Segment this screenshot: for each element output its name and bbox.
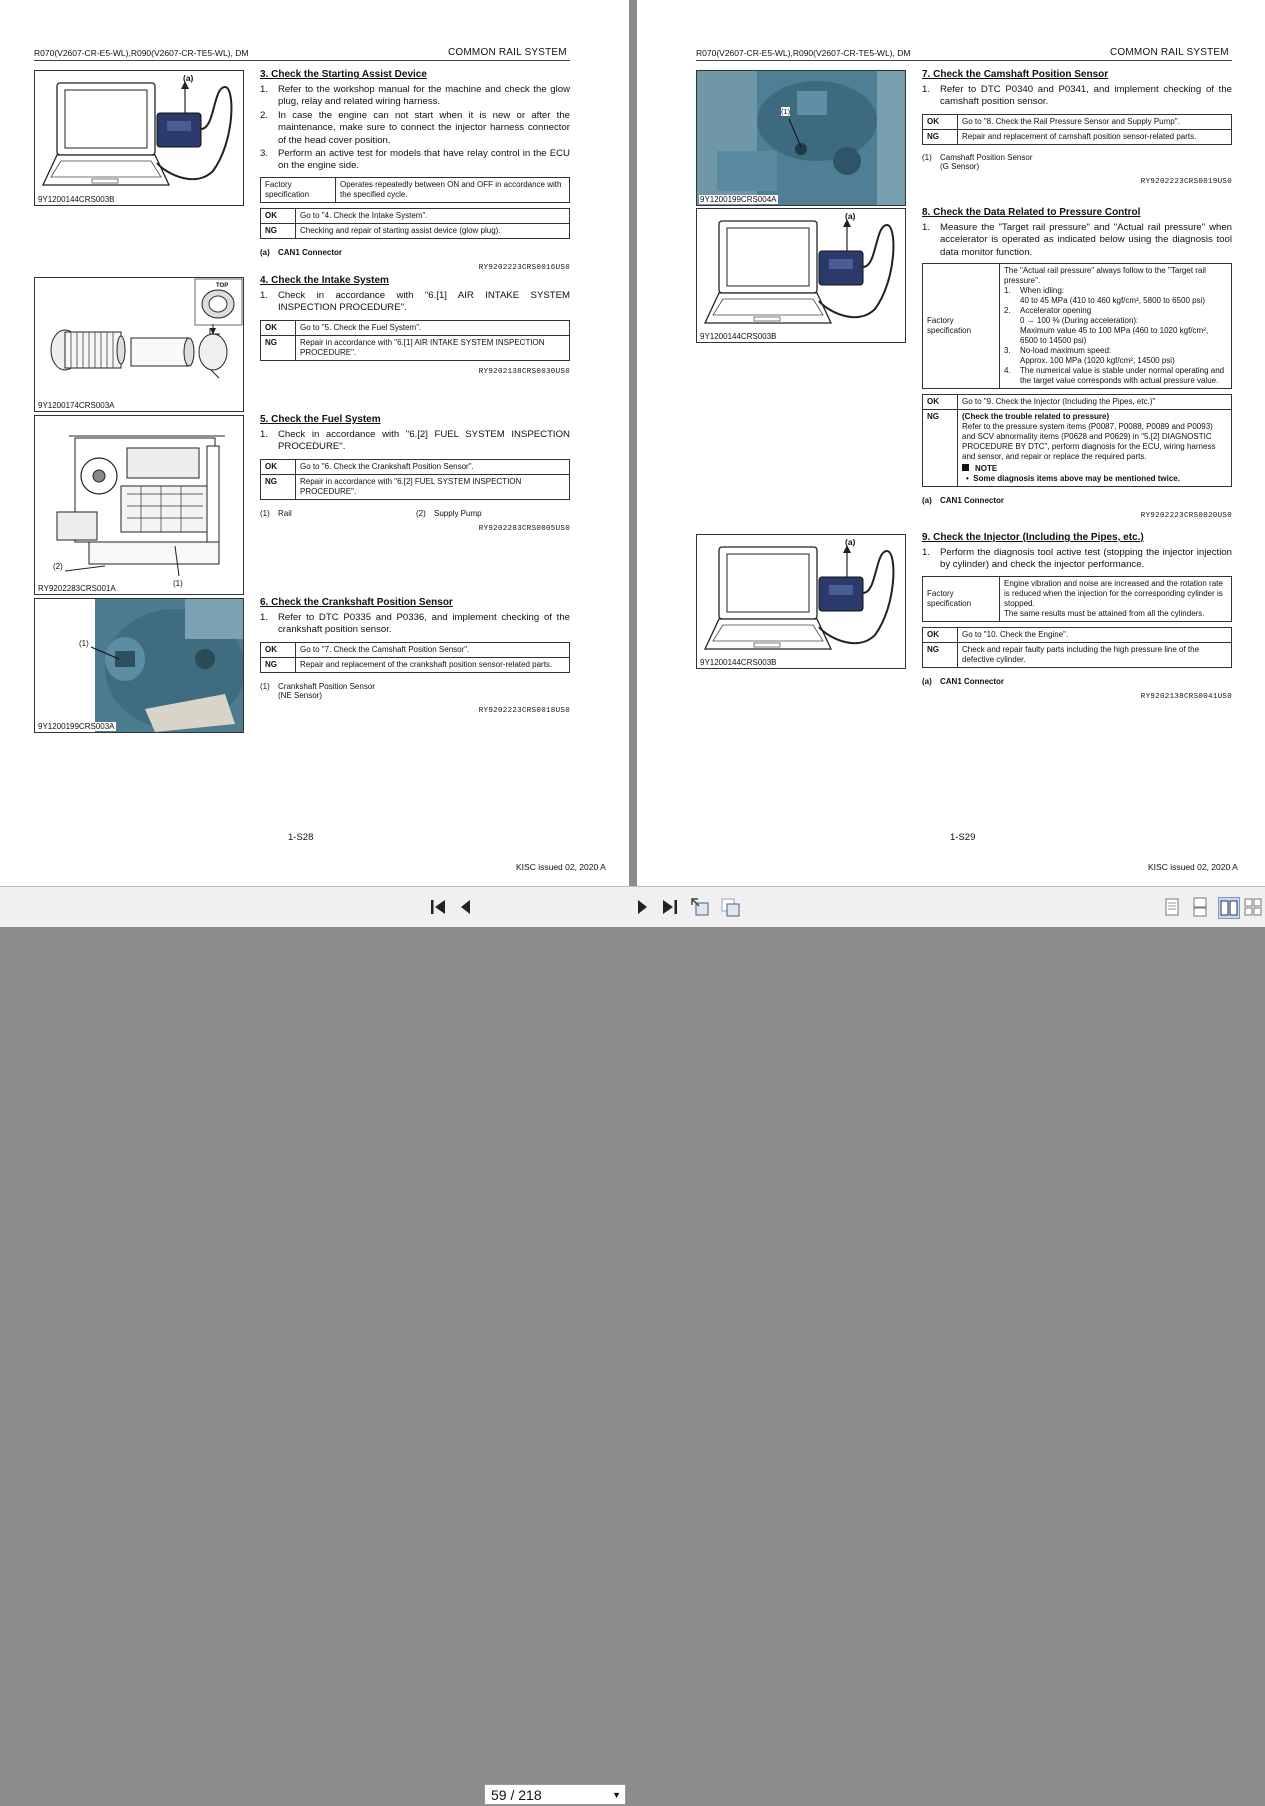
- figure-engine-fuel-system: [34, 415, 244, 595]
- step-text: Check in accordance with "6.[1] AIR INTAKE SYSTEM INSPECTION PROCEDURE".: [278, 290, 570, 314]
- step: [922, 222, 1232, 259]
- step-number: 1.: [260, 612, 269, 623]
- right-page: [637, 0, 1265, 886]
- note-number: (a): [922, 676, 932, 686]
- note-number: (1): [260, 508, 270, 518]
- two-page-continuous-view-icon: [1244, 897, 1264, 917]
- step: [260, 84, 570, 109]
- ok-value: Go to "4. Check the Intake System".: [296, 208, 570, 223]
- figure-caption: 9Y1200144CRS003B: [700, 332, 777, 341]
- note-number: (1): [922, 152, 932, 162]
- ng-note-text: Some diagnosis items above may be mentioned twice.: [973, 474, 1180, 484]
- ok-ng-table: [260, 208, 570, 239]
- ok-ng-table: [922, 394, 1232, 487]
- ok-key: OK: [261, 208, 296, 223]
- viewer-toolbar: [0, 886, 1265, 1803]
- note-number: (a): [922, 496, 932, 506]
- ok-ng-table: [260, 320, 570, 361]
- step-number: 1.: [260, 84, 269, 95]
- step-number: 2.: [260, 109, 269, 121]
- step: [260, 612, 570, 637]
- step-number: 1.: [260, 290, 269, 301]
- note-text: CAN1 Connector: [278, 247, 343, 257]
- ok-value: Go to "10. Check the Engine".: [958, 627, 1232, 642]
- step-number: 1.: [922, 222, 931, 233]
- ok-value: Go to "7. Check the Camshaft Position Sensor".: [296, 642, 570, 657]
- label-a: (a): [845, 537, 856, 547]
- single-page-view-button[interactable]: [1162, 897, 1182, 917]
- spec-item: [1004, 306, 1227, 346]
- next-page-icon: [632, 897, 652, 917]
- spec-value: [1000, 576, 1232, 621]
- spec-intro: The "Actual rail pressure" always follow to the "Target rail pressure".: [1004, 266, 1206, 286]
- ok-value: Go to "9. Check the Injector (Including the Pipes, etc.)": [958, 395, 1232, 410]
- last-page-button[interactable]: [660, 897, 680, 917]
- section-6: [260, 597, 570, 715]
- section-9: [922, 532, 1232, 701]
- figure-caption: 9Y1200144CRS003B: [700, 658, 777, 667]
- ng-value: [958, 410, 1232, 487]
- top-label: TOP: [216, 283, 229, 289]
- laptop-diagnosis-illustration: [697, 535, 905, 668]
- footer-issue: KISC issued 02, 2020 A: [516, 862, 606, 872]
- label-1: (1): [173, 579, 183, 588]
- note-text-2: (G Sensor): [940, 161, 980, 171]
- doc-code: RY9202138CRS0030US0: [478, 367, 570, 376]
- step-text: Refer to DTC P0335 and P0336, and implement checking of the crankshaft position sensor.: [278, 612, 570, 636]
- ok-ng-table: [260, 459, 570, 500]
- step-text: In case the engine can not start when it is new or after the maintenance, make sure to connect the injector harness connector of the head cover position.: [278, 109, 570, 146]
- section-4: [260, 275, 570, 376]
- step-text: Refer to DTC P0340 and P0341, and implement checking of the camshaft position sensor.: [940, 84, 1232, 108]
- spec-item-text-2: 40 to 45 MPa (410 to 460 kgf/cm², 5800 to 6500 psi): [1020, 296, 1205, 306]
- ok-key: OK: [261, 459, 296, 474]
- chevron-down-icon: ▼: [612, 1790, 621, 1800]
- last-page-icon: [660, 897, 680, 917]
- ok-ng-table: [922, 627, 1232, 668]
- doc-code: RY9202283CRS0005US0: [478, 524, 570, 533]
- doc-code: RY9202223CRS0016US0: [478, 263, 570, 272]
- spec-item-text: Accelerator opening: [1020, 306, 1092, 316]
- ng-key: NG: [923, 642, 958, 667]
- label-1: (1): [79, 639, 89, 648]
- label-a: (a): [845, 211, 856, 221]
- step-number: 3.: [260, 148, 269, 160]
- page-number: 1-S29: [950, 832, 976, 843]
- ng-value: Checking and repair of starting assist device (glow plug).: [296, 223, 570, 238]
- engine-line-drawing: [35, 416, 243, 594]
- note-text-2: (NE Sensor): [278, 690, 323, 700]
- first-page-button[interactable]: [428, 897, 448, 917]
- spec-item-text: The numerical value is stable under normal operating and the target value corresponds with actual pressure value.: [1020, 366, 1225, 386]
- header-rule: [696, 60, 1232, 61]
- page-number-input[interactable]: [484, 1784, 626, 1805]
- figure-caption: 9Y1200144CRS003B: [38, 195, 115, 204]
- left-page: [0, 0, 629, 886]
- ok-ng-table: [260, 642, 570, 673]
- spec-item-number: 4.: [1004, 366, 1011, 376]
- ng-value: Repair in accordance with "6.[2] FUEL SYSTEM INSPECTION PROCEDURE".: [296, 474, 570, 499]
- header-section: COMMON RAIL SYSTEM: [448, 47, 567, 58]
- spec-value-1: Engine vibration and noise are increased and the rotation rate is reduced when the injection for the corresponding cylinder is stopped.: [1004, 578, 1223, 608]
- note: [922, 153, 1232, 171]
- section-title: 7. Check the Camshaft Position Sensor: [922, 69, 1109, 80]
- step-number: 1.: [922, 84, 931, 95]
- note-text: Supply Pump: [434, 508, 482, 518]
- continuous-view-icon: [1190, 897, 1210, 917]
- ok-key: OK: [261, 320, 296, 335]
- note-text: CAN1 Connector: [940, 676, 1005, 686]
- figure-crankshaft-sensor-photo: [34, 598, 244, 733]
- section-8: [922, 207, 1232, 520]
- step: [260, 429, 570, 454]
- ng-title: (Check the trouble related to pressure): [962, 412, 1110, 422]
- spec-item-number: 1.: [1004, 286, 1011, 296]
- label-1: (1): [781, 107, 791, 116]
- note: [260, 248, 570, 257]
- section-7: [922, 69, 1232, 186]
- two-page-view-icon: [1219, 898, 1239, 918]
- figure-diagnosis-tool: [696, 534, 906, 669]
- single-page-view-icon: [1162, 897, 1182, 917]
- figure-caption: 9Y1200199CRS004A: [700, 195, 777, 204]
- spec-key: Factory specification: [923, 264, 1000, 389]
- doc-code: RY9202223CRS0018US0: [478, 706, 570, 715]
- label-a: (a): [183, 73, 194, 83]
- figure-caption: RY9202283CRS001A: [38, 584, 116, 593]
- bullet-icon: •: [966, 474, 974, 484]
- step: [260, 290, 570, 315]
- figure-camshaft-sensor-photo: [696, 70, 906, 206]
- header-section: COMMON RAIL SYSTEM: [1110, 47, 1229, 58]
- ng-key: NG: [923, 129, 958, 144]
- note: [922, 677, 1232, 686]
- ng-value: Repair and replacement of camshaft position sensor-related parts.: [958, 129, 1232, 144]
- note-square-icon: [962, 464, 969, 471]
- spec-key: Factory specification: [923, 576, 1000, 621]
- continuous-view-button[interactable]: [1190, 897, 1210, 917]
- step: [260, 148, 570, 173]
- page-number-value: 59 / 218: [491, 1787, 542, 1803]
- spec-item: [1004, 366, 1227, 386]
- header-model: R070(V2607-CR-E5-WL),R090(V2607-CR-TE5-WL), DM: [34, 48, 249, 58]
- section-title: 4. Check the Intake System: [260, 275, 389, 286]
- ok-value: Go to "8. Check the Rail Pressure Sensor and Supply Pump".: [958, 114, 1232, 129]
- section-3: [260, 69, 570, 272]
- note: [922, 496, 1232, 505]
- spec-table: [922, 576, 1232, 622]
- ok-value: Go to "6. Check the Crankshaft Position Sensor".: [296, 459, 570, 474]
- figure-air-cleaner: [34, 277, 244, 412]
- spec-item-text-2: 0 → 100 % (During acceleration):: [1020, 316, 1139, 326]
- figure-caption: 9Y1200199CRS003A: [38, 722, 115, 731]
- section-title: 3. Check the Starting Assist Device: [260, 69, 427, 80]
- air-cleaner-illustration: [35, 278, 243, 411]
- section-title: 8. Check the Data Related to Pressure Control: [922, 207, 1141, 218]
- two-page-continuous-view-button[interactable]: [1244, 897, 1264, 917]
- spec-item-text: No-load maximum speed:: [1020, 346, 1112, 356]
- ng-value: Repair in accordance with "6.[1] AIR INTAKE SYSTEM INSPECTION PROCEDURE".: [296, 335, 570, 360]
- ng-note-item: [962, 474, 1227, 484]
- ok-ng-table: [922, 114, 1232, 145]
- ng-key: NG: [261, 335, 296, 360]
- page-number: 1-S28: [288, 832, 314, 843]
- label-2: (2): [53, 562, 63, 571]
- header-rule: [34, 60, 570, 61]
- notes: [260, 509, 570, 518]
- step: [260, 110, 570, 147]
- note: [260, 682, 570, 700]
- section-title: 9. Check the Injector (Including the Pipes, etc.): [922, 532, 1144, 543]
- section-5: [260, 414, 570, 533]
- export-icon: [690, 897, 710, 917]
- note-number: (a): [260, 247, 270, 257]
- two-page-view-button[interactable]: [1218, 897, 1240, 919]
- ok-value: Go to "5. Check the Fuel System".: [296, 320, 570, 335]
- ng-key: NG: [261, 223, 296, 238]
- ng-value: Repair and replacement of the crankshaft position sensor-related parts.: [296, 657, 570, 672]
- ng-note-label: NOTE: [975, 464, 998, 474]
- figure-caption: 9Y1200174CRS003A: [38, 401, 115, 410]
- spec-key: Factory specification: [261, 177, 336, 202]
- ok-key: OK: [261, 642, 296, 657]
- header-model: R070(V2607-CR-E5-WL),R090(V2607-CR-TE5-WL), DM: [696, 48, 911, 58]
- figure-diagnosis-tool: [696, 208, 906, 343]
- step-text: Perform the diagnosis tool active test (stopping the injector injection by cylinder) and check the injector performance.: [940, 547, 1232, 571]
- spec-item: [1004, 286, 1227, 306]
- spec-value: Operates repeatedly between ON and OFF in accordance with the specified cycle.: [336, 177, 570, 202]
- step-text: Check in accordance with "6.[2] FUEL SYSTEM INSPECTION PROCEDURE".: [278, 429, 570, 453]
- ng-key: NG: [261, 474, 296, 499]
- step: [922, 547, 1232, 572]
- note-text: CAN1 Connector: [940, 496, 1005, 506]
- camshaft-sensor-photo: [697, 71, 905, 205]
- note-text: Crankshaft Position Sensor: [278, 681, 375, 691]
- export-button[interactable]: [690, 897, 710, 917]
- import-icon: [720, 897, 740, 917]
- ok-key: OK: [923, 627, 958, 642]
- step-text: Measure the "Target rail pressure" and "Actual rail pressure" when accelerator is operated as indicated below using the diagnosis tool data monitor function.: [940, 222, 1232, 258]
- first-page-icon: [428, 897, 448, 917]
- import-button[interactable]: [720, 897, 740, 917]
- laptop-diagnosis-illustration: [697, 209, 905, 342]
- ng-body: Refer to the pressure system items (P0087, P0088, P0089 and P0093) and SCV abnormality items (P0628 and P0629) in "5.[2] DIAGNOSTIC PROCEDURE BY DTC", perform diagnosis for the ECU, wiring harness and sensor, and repair or replace the required parts.: [962, 422, 1216, 462]
- note-text: Camshaft Position Sensor: [940, 152, 1033, 162]
- figure-diagnosis-tool: [34, 70, 244, 206]
- prev-page-button[interactable]: [456, 897, 476, 917]
- spec-item-number: 3.: [1004, 346, 1011, 356]
- doc-code: RY9202138CRS0041US0: [1140, 692, 1232, 701]
- step-number: 1.: [922, 547, 931, 558]
- prev-page-icon: [456, 897, 476, 917]
- ng-key: NG: [261, 657, 296, 672]
- laptop-diagnosis-illustration: [35, 71, 243, 205]
- next-page-button[interactable]: [632, 897, 652, 917]
- crankshaft-sensor-photo: [35, 599, 243, 732]
- section-title: 6. Check the Crankshaft Position Sensor: [260, 597, 453, 608]
- note-text: Rail: [278, 508, 292, 518]
- ok-key: OK: [923, 114, 958, 129]
- ng-key: NG: [923, 410, 958, 487]
- section-title: 5. Check the Fuel System: [260, 414, 381, 425]
- spec-table: [922, 263, 1232, 389]
- spec-item-text-2: Approx. 100 MPa (1020 kgf/cm², 14500 psi): [1020, 356, 1175, 366]
- step-number: 1.: [260, 429, 269, 440]
- spec-item: [1004, 346, 1227, 366]
- spec-value: [1000, 264, 1232, 389]
- ng-note-heading: [962, 464, 1227, 474]
- step: [922, 84, 1232, 109]
- doc-code: RY9202223CRS0019US0: [1140, 177, 1232, 186]
- spec-item-number: 2.: [1004, 306, 1011, 316]
- doc-code: RY9202223CRS0020US0: [1140, 512, 1232, 521]
- step-text: Refer to the workshop manual for the machine and check the glow plug, relay and related wiring harness.: [278, 84, 570, 108]
- ng-value: Check and repair faulty parts including the high pressure line of the defective cylinder.: [958, 642, 1232, 667]
- spec-table: [260, 177, 570, 203]
- spec-item-text-3: Maximum value 45 to 100 MPa (460 to 1020 kgf/cm², 6500 to 14500 psi): [1020, 326, 1209, 346]
- spec-item-text: When idling:: [1020, 286, 1065, 296]
- footer-issue: KISC issued 02, 2020 A: [1148, 862, 1238, 872]
- ok-key: OK: [923, 395, 958, 410]
- note-number: (2): [416, 508, 426, 518]
- spec-value-2: The same results must be attained from all the cylinders.: [1004, 608, 1205, 618]
- note-number: (1): [260, 681, 270, 691]
- step-text: Perform an active test for models that have relay control in the ECU on the engine side.: [278, 148, 570, 172]
